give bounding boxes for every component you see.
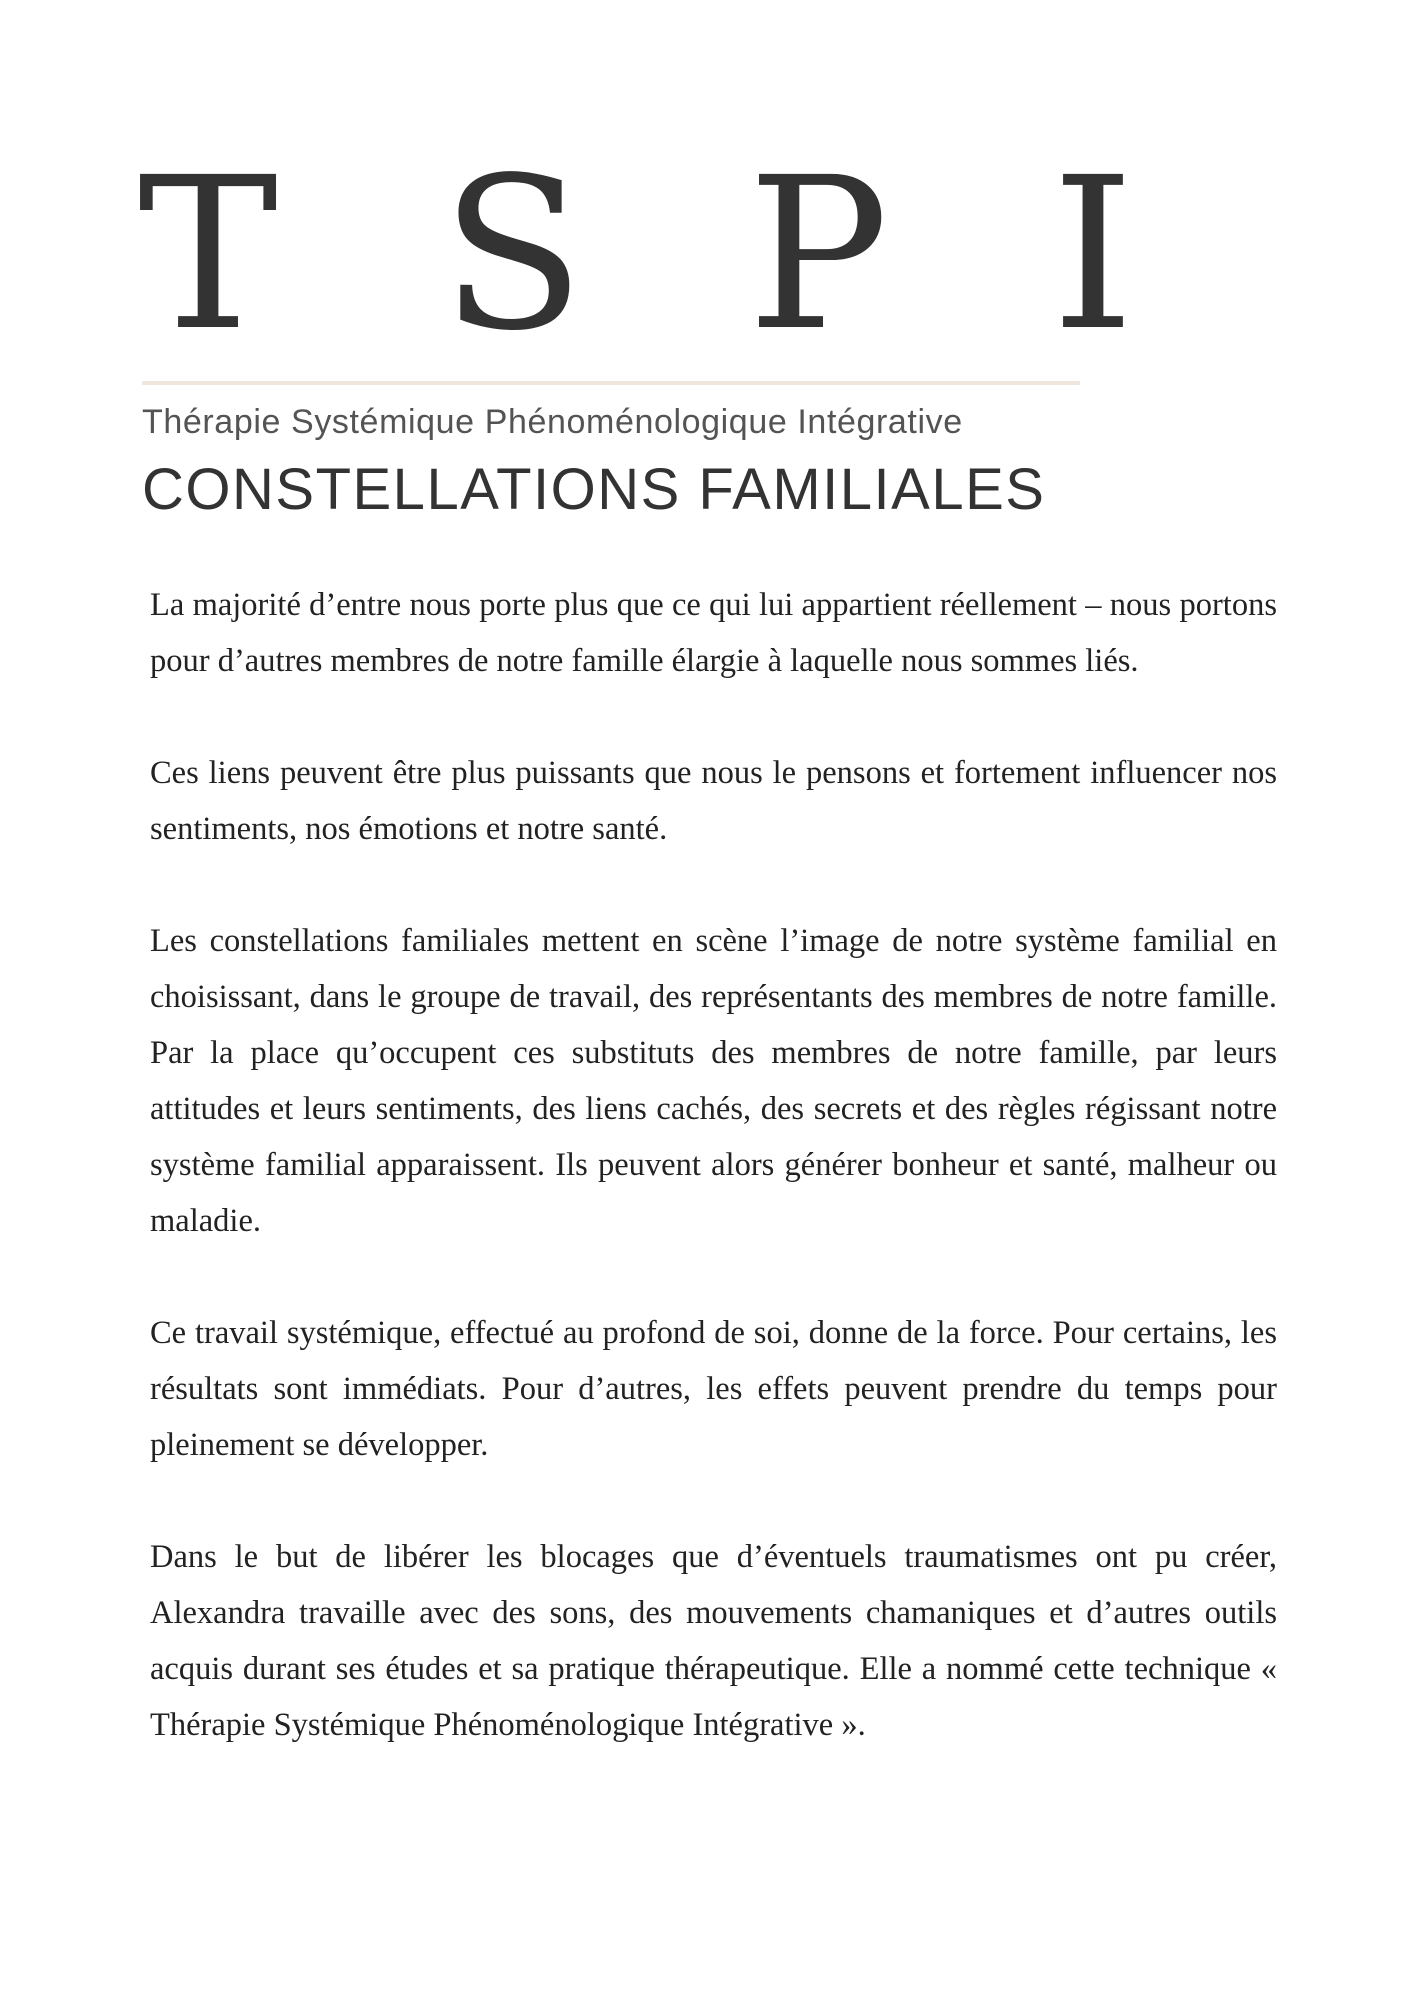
paragraph-5: Dans le but de libérer les blocages que d’éventuels traumatismes ont pu créer, Alexandra travaille avec des sons, des mouvements chamaniques et d’autres outils acquis durant ses études et sa pratique thérapeutique. Elle a nommé cette technique « Thérapie Systémique Phénoménologique Intégrative ». bbox=[150, 1539, 1277, 1743]
page-title: CONSTELLATIONS FAMILIALES bbox=[142, 457, 1046, 522]
header-divider bbox=[142, 381, 1080, 385]
body-text bbox=[150, 577, 1277, 1753]
paragraph-3: Les constellations familiales mettent en scène l’image de notre système familial en choisissant, dans le groupe de travail, des représentants des membres de notre famille. Par la place qu’occupent ces substituts des membres de notre famille, par leurs attitudes et leurs sentiments, des liens cachés, des secrets et des règles régissant notre système familial apparaissent. Ils peuvent alors générer bonheur et santé, malheur ou maladie. bbox=[150, 923, 1277, 1239]
subtitle: Thérapie Systémique Phénoménologique Intégrative bbox=[142, 403, 963, 441]
logo-title: T S P I bbox=[138, 132, 1183, 377]
paragraph-4: Ce travail systémique, effectué au profond de soi, donne de la force. Pour certains, les résultats sont immédiats. Pour d’autres, les effets peuvent prendre du temps pour pleinement se développer. bbox=[150, 1315, 1277, 1463]
paragraph-2: Ces liens peuvent être plus puissants que nous le pensons et fortement influencer nos sentiments, nos émotions et notre santé. bbox=[150, 755, 1277, 847]
paragraph-1: La majorité d’entre nous porte plus que ce qui lui appartient réellement – nous portons pour d’autres membres de notre famille élargie à laquelle nous sommes liés. bbox=[150, 587, 1277, 679]
